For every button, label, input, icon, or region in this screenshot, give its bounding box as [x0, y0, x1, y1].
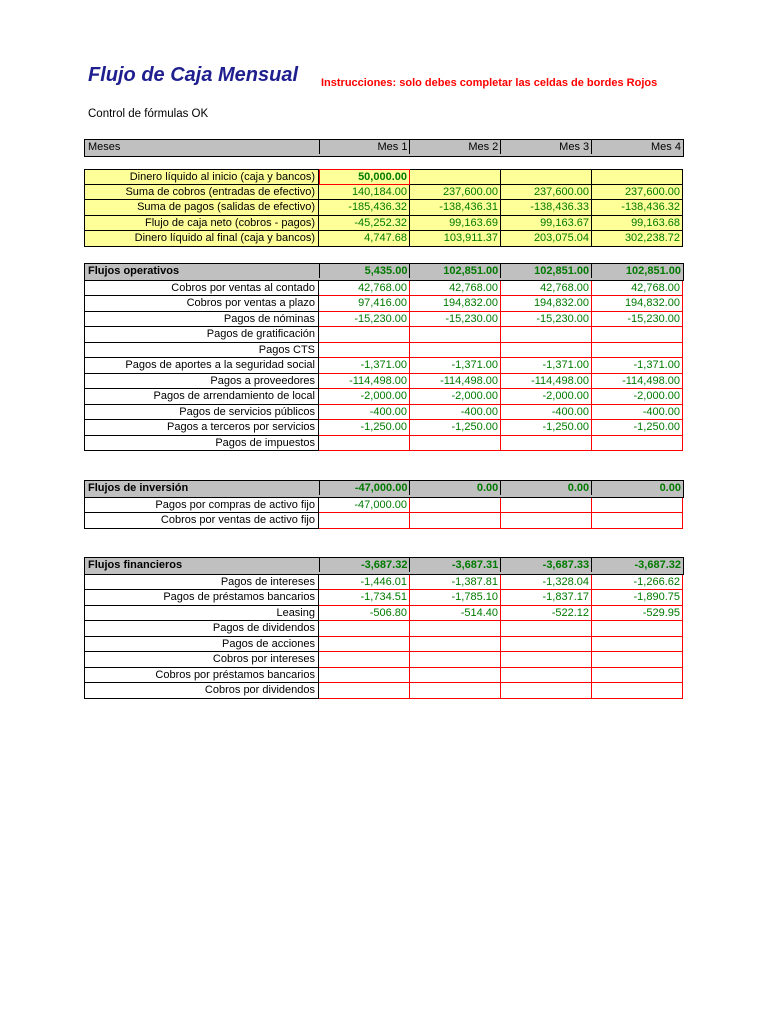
operating-flows-header-label: Flujos operativos: [85, 264, 320, 278]
input-cell[interactable]: [501, 683, 592, 699]
financing-flows-total-cell: -3,687.33: [501, 558, 592, 572]
input-cell[interactable]: [501, 327, 592, 343]
input-cell[interactable]: -529.95: [592, 606, 683, 622]
financing-flows-header-label: Flujos financieros: [85, 558, 320, 572]
financing-flows-table: [84, 557, 684, 699]
summary-value-cell[interactable]: 50,000.00: [319, 169, 410, 185]
operating-flows-row: [84, 420, 684, 436]
summary-value-cell: [501, 169, 592, 185]
investment-flows-row-label: Pagos por compras de activo fijo: [84, 498, 319, 514]
financing-flows-row: [84, 668, 684, 684]
input-cell[interactable]: [410, 652, 501, 668]
summary-value-cell: [592, 169, 683, 185]
input-cell[interactable]: [592, 327, 683, 343]
input-cell[interactable]: -1,371.00: [410, 358, 501, 374]
operating-flows-row: [84, 405, 684, 421]
financing-flows-row: [84, 652, 684, 668]
input-cell[interactable]: -1,890.75: [592, 590, 683, 606]
summary-value-cell: 237,600.00: [410, 185, 501, 201]
summary-value-cell: 4,747.68: [319, 231, 410, 247]
input-cell[interactable]: -1,250.00: [410, 420, 501, 436]
investment-flows-total-cell: 0.00: [410, 481, 501, 495]
input-cell[interactable]: 194,832.00: [592, 296, 683, 312]
input-cell[interactable]: [592, 683, 683, 699]
input-cell[interactable]: -400.00: [410, 405, 501, 421]
input-cell[interactable]: -1,387.81: [410, 575, 501, 591]
financing-flows-total-cell: -3,687.31: [410, 558, 501, 572]
summary-value-cell: 140,184.00: [319, 185, 410, 201]
input-cell[interactable]: -1,785.10: [410, 590, 501, 606]
summary-row: [84, 200, 684, 216]
input-cell[interactable]: 42,768.00: [501, 281, 592, 297]
summary-value-cell: -185,436.32: [319, 200, 410, 216]
input-cell[interactable]: -514.40: [410, 606, 501, 622]
input-cell[interactable]: -15,230.00: [410, 312, 501, 328]
summary-label: Suma de cobros (entradas de efectivo): [84, 185, 319, 201]
summary-table: [84, 169, 684, 247]
summary-value-cell: 99,163.68: [592, 216, 683, 232]
operating-flows-total-cell: 102,851.00: [625, 265, 681, 277]
financing-flows-row-label: Pagos de acciones: [84, 637, 319, 653]
input-cell[interactable]: 97,416.00: [319, 296, 410, 312]
months-header-row: [84, 139, 684, 157]
month-3-header: Mes 3: [501, 140, 592, 154]
operating-flows-row-label: Pagos de aportes a la seguridad social: [84, 358, 319, 374]
operating-flows-row: [84, 296, 684, 312]
operating-flows-row-label: Pagos de arrendamiento de local: [84, 389, 319, 405]
input-cell[interactable]: [410, 513, 501, 529]
financing-flows-row: [84, 683, 684, 699]
summary-value-cell: -138,436.33: [501, 200, 592, 216]
financing-flows-row-label: Cobros por intereses: [84, 652, 319, 668]
input-cell[interactable]: -47,000.00: [319, 498, 410, 514]
financing-flows-row-label: Leasing: [84, 606, 319, 622]
input-cell[interactable]: [319, 683, 410, 699]
input-cell[interactable]: -15,230.00: [592, 312, 683, 328]
operating-flows-total-cell: 102,851.00: [410, 264, 501, 278]
operating-flows-row-label: Pagos a terceros por servicios: [84, 420, 319, 436]
financing-flows-row-label: Cobros por préstamos bancarios: [84, 668, 319, 684]
summary-row: [84, 185, 684, 201]
summary-value-cell: -138,436.31: [410, 200, 501, 216]
operating-flows-row-label: Pagos de impuestos: [84, 436, 319, 452]
input-cell[interactable]: [410, 327, 501, 343]
summary-row: [84, 216, 684, 232]
input-cell[interactable]: -114,498.00: [501, 374, 592, 390]
input-cell[interactable]: [592, 652, 683, 668]
financing-flows-total-cell: -3,687.32: [320, 558, 411, 572]
input-cell[interactable]: [592, 637, 683, 653]
financing-flows-row: [84, 575, 684, 591]
input-cell[interactable]: [592, 621, 683, 637]
operating-flows-row: [84, 358, 684, 374]
page-title: Flujo de Caja Mensual: [88, 64, 299, 86]
financing-flows-row-label: Cobros por dividendos: [84, 683, 319, 699]
financing-flows-total-cell: -3,687.32: [634, 559, 681, 571]
financing-flows-row: [84, 590, 684, 606]
operating-flows-row: [84, 343, 684, 359]
input-cell[interactable]: 42,768.00: [319, 281, 410, 297]
investment-flows-row: [84, 498, 684, 514]
month-1-header: Mes 1: [320, 140, 411, 154]
formula-control-status: Control de fórmulas OK: [88, 108, 209, 120]
month-4-header: Mes 4: [651, 141, 681, 153]
input-cell[interactable]: 42,768.00: [410, 281, 501, 297]
input-cell[interactable]: -1,250.00: [592, 420, 683, 436]
input-cell[interactable]: [592, 513, 683, 529]
input-cell[interactable]: [319, 621, 410, 637]
investment-flows-row: [84, 513, 684, 529]
instructions-text: Instrucciones: solo debes completar las celdas de bordes Rojos: [321, 77, 658, 89]
input-cell[interactable]: [592, 343, 683, 359]
investment-flows-total-cell: 0.00: [501, 481, 592, 495]
input-cell[interactable]: -15,230.00: [319, 312, 410, 328]
summary-value-cell: [410, 169, 501, 185]
input-cell[interactable]: -114,498.00: [410, 374, 501, 390]
investment-flows-header-row: [84, 480, 684, 498]
input-cell[interactable]: [501, 621, 592, 637]
summary-value-cell: 103,911.37: [410, 231, 501, 247]
operating-flows-row: [84, 374, 684, 390]
operating-flows-total-cell: 102,851.00: [501, 264, 592, 278]
input-cell[interactable]: -1,250.00: [501, 420, 592, 436]
input-cell[interactable]: [501, 343, 592, 359]
input-cell[interactable]: -400.00: [592, 405, 683, 421]
input-cell[interactable]: 194,832.00: [410, 296, 501, 312]
operating-flows-row-label: Pagos de servicios públicos: [84, 405, 319, 421]
financing-flows-header-row: [84, 557, 684, 575]
input-cell[interactable]: -1,371.00: [592, 358, 683, 374]
operating-flows-row-label: Pagos de gratificación: [84, 327, 319, 343]
input-cell[interactable]: [319, 652, 410, 668]
summary-row: [84, 169, 684, 185]
operating-flows-row: [84, 436, 684, 452]
summary-value-cell: 237,600.00: [501, 185, 592, 201]
input-cell[interactable]: [319, 436, 410, 452]
financing-flows-row-label: Pagos de préstamos bancarios: [84, 590, 319, 606]
summary-value-cell: 203,075.04: [501, 231, 592, 247]
input-cell[interactable]: -2,000.00: [501, 389, 592, 405]
input-cell[interactable]: [501, 498, 592, 514]
investment-flows-header-label: Flujos de inversión: [85, 481, 320, 495]
financing-flows-row-label: Pagos de dividendos: [84, 621, 319, 637]
operating-flows-table: [84, 263, 684, 451]
summary-label: Flujo de caja neto (cobros - pagos): [84, 216, 319, 232]
input-cell[interactable]: -2,000.00: [410, 389, 501, 405]
input-cell[interactable]: -2,000.00: [319, 389, 410, 405]
input-cell[interactable]: -2,000.00: [592, 389, 683, 405]
operating-flows-row-label: Pagos a proveedores: [84, 374, 319, 390]
input-cell[interactable]: [319, 343, 410, 359]
input-cell[interactable]: 194,832.00: [501, 296, 592, 312]
summary-label: Suma de pagos (salidas de efectivo): [84, 200, 319, 216]
input-cell[interactable]: [501, 513, 592, 529]
summary-value-cell: 99,163.69: [410, 216, 501, 232]
summary-value-cell: 237,600.00: [592, 185, 683, 201]
financing-flows-row: [84, 621, 684, 637]
input-cell[interactable]: -1,837.17: [501, 590, 592, 606]
input-cell[interactable]: -15,230.00: [501, 312, 592, 328]
input-cell[interactable]: 42,768.00: [592, 281, 683, 297]
input-cell[interactable]: -506.80: [319, 606, 410, 622]
operating-flows-row: [84, 281, 684, 297]
input-cell[interactable]: [592, 668, 683, 684]
summary-row: [84, 231, 684, 247]
investment-flows-row-label: Cobros por ventas de activo fijo: [84, 513, 319, 529]
input-cell[interactable]: -1,734.51: [319, 590, 410, 606]
summary-label: Dinero líquido al inicio (caja y bancos): [84, 169, 319, 185]
months-header-table: [84, 139, 684, 157]
input-cell[interactable]: -1,266.62: [592, 575, 683, 591]
input-cell[interactable]: [410, 668, 501, 684]
operating-flows-row-label: Pagos de nóminas: [84, 312, 319, 328]
investment-flows-table: [84, 480, 684, 529]
input-cell[interactable]: -1,371.00: [319, 358, 410, 374]
input-cell[interactable]: [319, 637, 410, 653]
input-cell[interactable]: [410, 637, 501, 653]
summary-value-cell: -138,436.32: [592, 200, 683, 216]
input-cell[interactable]: [319, 668, 410, 684]
summary-value-cell: -45,252.32: [319, 216, 410, 232]
input-cell[interactable]: [410, 683, 501, 699]
operating-flows-header-row: [84, 263, 684, 281]
operating-flows-row-label: Pagos CTS: [84, 343, 319, 359]
input-cell[interactable]: -1,446.01: [319, 575, 410, 591]
input-cell[interactable]: -1,371.00: [501, 358, 592, 374]
operating-flows-row: [84, 389, 684, 405]
input-cell[interactable]: [501, 436, 592, 452]
input-cell[interactable]: [410, 621, 501, 637]
input-cell[interactable]: -114,498.00: [592, 374, 683, 390]
input-cell[interactable]: [319, 327, 410, 343]
summary-label: Dinero líquido al final (caja y bancos): [84, 231, 319, 247]
input-cell[interactable]: [410, 436, 501, 452]
operating-flows-row: [84, 312, 684, 328]
financing-flows-row: [84, 637, 684, 653]
summary-value-cell: 302,238.72: [592, 231, 683, 247]
input-cell[interactable]: -114,498.00: [319, 374, 410, 390]
operating-flows-row-label: Cobros por ventas a plazo: [84, 296, 319, 312]
months-label: Meses: [85, 140, 320, 154]
input-cell[interactable]: -1,328.04: [501, 575, 592, 591]
input-cell[interactable]: -522.12: [501, 606, 592, 622]
month-2-header: Mes 2: [410, 140, 501, 154]
input-cell[interactable]: [410, 343, 501, 359]
input-cell[interactable]: [501, 637, 592, 653]
operating-flows-row: [84, 327, 684, 343]
financing-flows-row: [84, 606, 684, 622]
operating-flows-row-label: Cobros por ventas al contado: [84, 281, 319, 297]
input-cell[interactable]: [592, 436, 683, 452]
input-cell[interactable]: [592, 498, 683, 514]
input-cell[interactable]: -1,250.00: [319, 420, 410, 436]
input-cell[interactable]: [501, 652, 592, 668]
input-cell[interactable]: [319, 513, 410, 529]
investment-flows-total-cell: 0.00: [659, 482, 681, 494]
summary-value-cell: 99,163.67: [501, 216, 592, 232]
operating-flows-total-cell: 5,435.00: [320, 264, 411, 278]
input-cell[interactable]: [501, 668, 592, 684]
input-cell[interactable]: -400.00: [319, 405, 410, 421]
investment-flows-total-cell: -47,000.00: [320, 481, 411, 495]
financing-flows-row-label: Pagos de intereses: [84, 575, 319, 591]
input-cell[interactable]: [410, 498, 501, 514]
input-cell[interactable]: -400.00: [501, 405, 592, 421]
